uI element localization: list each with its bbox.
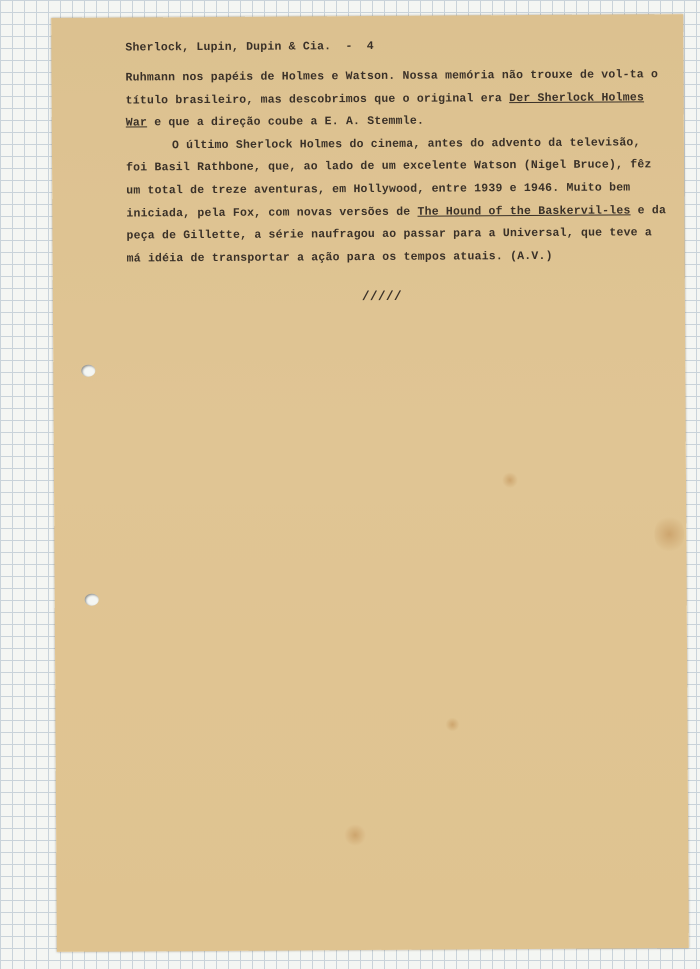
paragraph-text: O último Sherlock Holmes do cinema, antes do advento da televisão, foi Basil Rathbone, que, ao lado de um excelente Watson (Nigel Bruce), fêz um total de treze aventuras, em Hollywood, entre 1939 e 1946. Muito bem iniciada, pela Fox, com novas versões de [126,136,652,221]
typed-page [51,14,689,952]
typewritten-text [125,34,667,306]
page-header: Sherlock, Lupin, Dupin & Cia. - 4 [125,39,374,55]
foxing-stain [654,514,684,554]
foxing-stain [344,824,366,846]
paragraph-rathbone [126,132,667,271]
film-title: The Hound of the Baskervil-les [417,203,631,219]
punch-hole-bottom [85,594,99,606]
paragraph-text: e da peça de Gillette, a série naufragou ao passar para a Universal, que teve a má idéia de transportar a ação para os tempos atuais. (A.V.) [126,203,667,266]
paragraph-text: e que a direção coube a E. A. Stemmle. [147,114,425,130]
foxing-stain [502,472,518,488]
foxing-stain [445,717,459,731]
film-title: Der Sherlock Holmes War [125,90,645,130]
section-divider: ///// [361,289,402,305]
punch-hole-top [81,365,95,377]
paragraph-continuation [125,64,665,135]
paragraph-text: Ruhmann nos papéis de Holmes e Watson. Nossa memória não trouxe de vol-ta o título brasileiro, mas descobrimos que o original era [125,68,659,108]
